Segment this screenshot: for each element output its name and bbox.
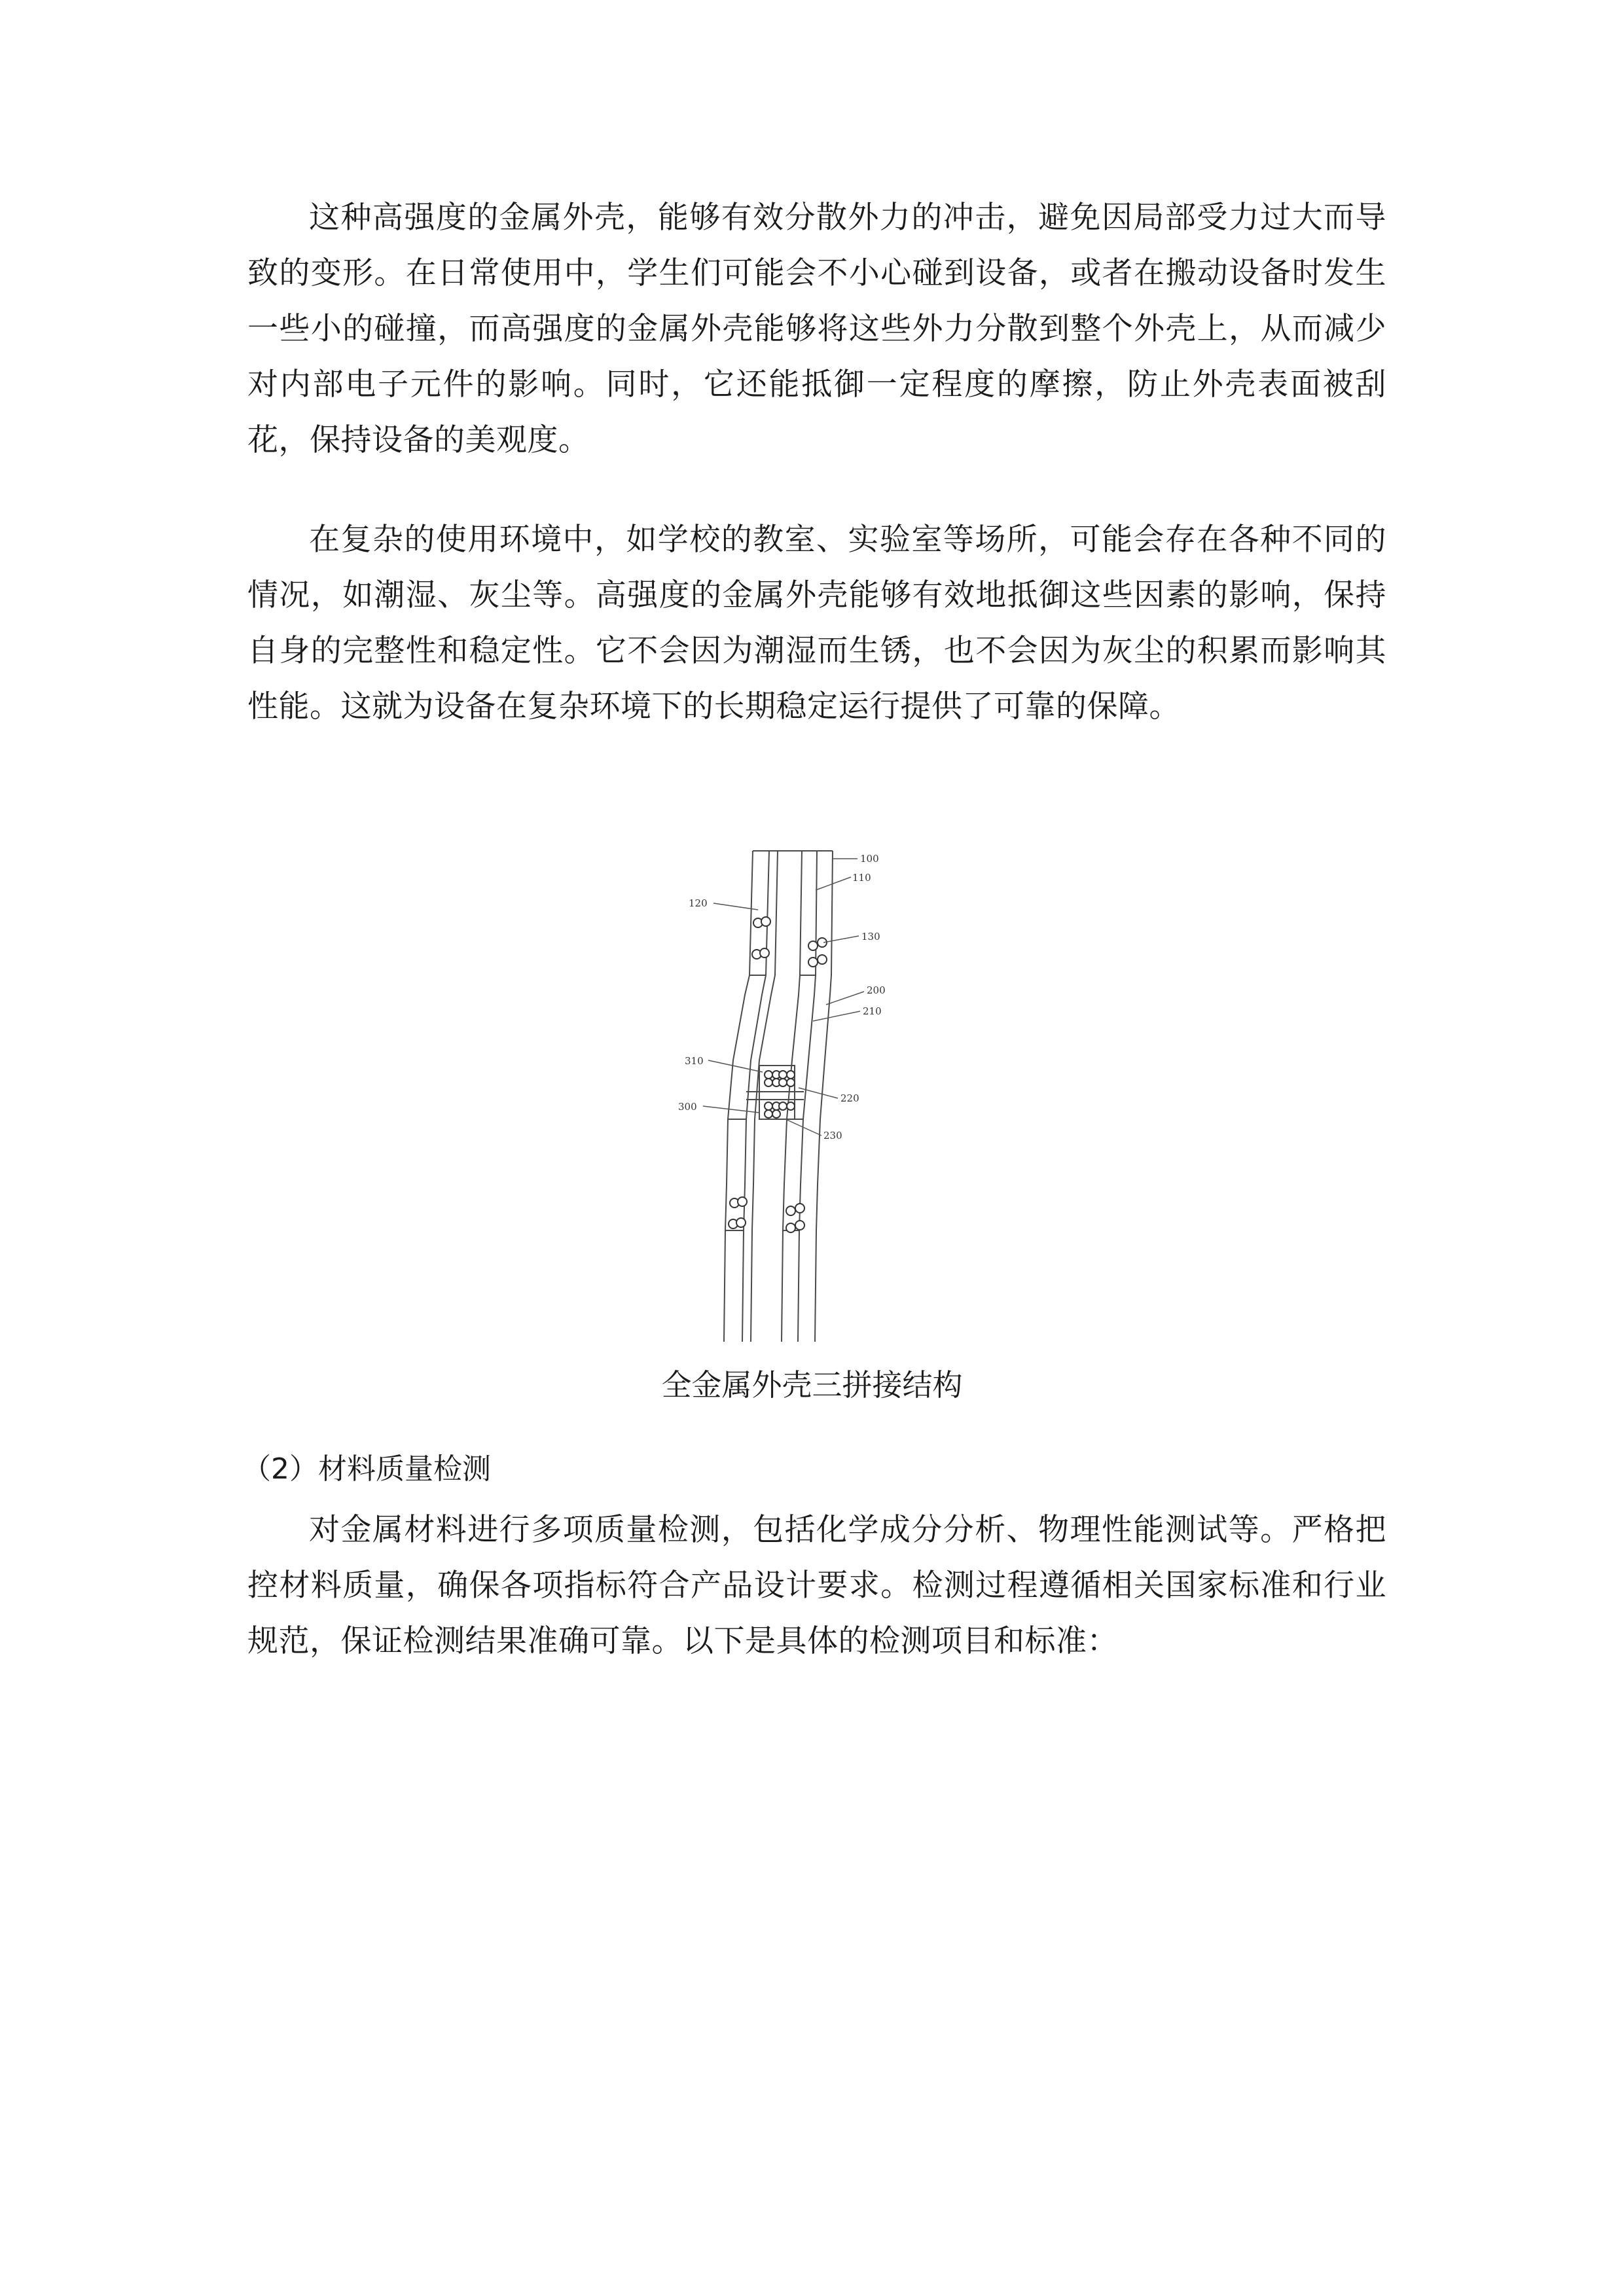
frame-rails [724, 851, 833, 1342]
part-labels [678, 853, 886, 1141]
paragraph-environment-resistance: 在复杂的使用环境中，如学校的教室、实验室等场所，可能会存在各种不同的情况，如潮湿、灰尘等。高强度的金属外壳能够有效地抵御这些因素的影响，保持自身的完整性和稳定性。它不会因为潮湿而生锈，也不会因为灰尘的积累而影响其性能。这就为设备在复杂环境下的长期稳定运行提供了可靠的保障。 [247, 522, 1386, 725]
paragraph-quality-testing: 对金属材料进行多项质量检测，包括化学成分分析、物理性能测试等。严格把控材料质量，确保各项指标符合产品设计要求。检测过程遵循相关国家标准和行业规范，保证检测结果准确可靠。以下是具体的检测项目和标准： [247, 1512, 1386, 1659]
label-130: 130 [861, 931, 880, 942]
label-120: 120 [689, 897, 708, 909]
label-200: 200 [867, 984, 886, 996]
bolt-group [729, 917, 827, 1232]
label-100: 100 [860, 853, 879, 865]
label-220: 220 [840, 1092, 859, 1104]
splice-structure-drawing [661, 844, 962, 1348]
label-110: 110 [852, 872, 871, 884]
label-210: 210 [863, 1005, 882, 1017]
section-heading: （2）材料质量检测 [242, 1452, 491, 1486]
figure-caption: 全金属外壳三拼接结构 [661, 1367, 963, 1403]
label-300: 300 [678, 1101, 697, 1113]
label-310: 310 [685, 1055, 704, 1067]
paragraph-housing-strength: 这种高强度的金属外壳，能够有效分散外力的冲击，避免因局部受力过大而导致的变形。在日常使用中，学生们可能会不小心碰到设备，或者在搬动设备时发生一些小的碰撞，而高强度的金属外壳能够将这些外力分散到整个外壳上，从而减少对内部电子元件的影响。同时，它还能抵御一定程度的摩擦，防止外壳表面被刮花，保持设备的美观度。 [247, 200, 1386, 458]
label-230: 230 [823, 1130, 842, 1141]
structure-figure [661, 844, 962, 1348]
